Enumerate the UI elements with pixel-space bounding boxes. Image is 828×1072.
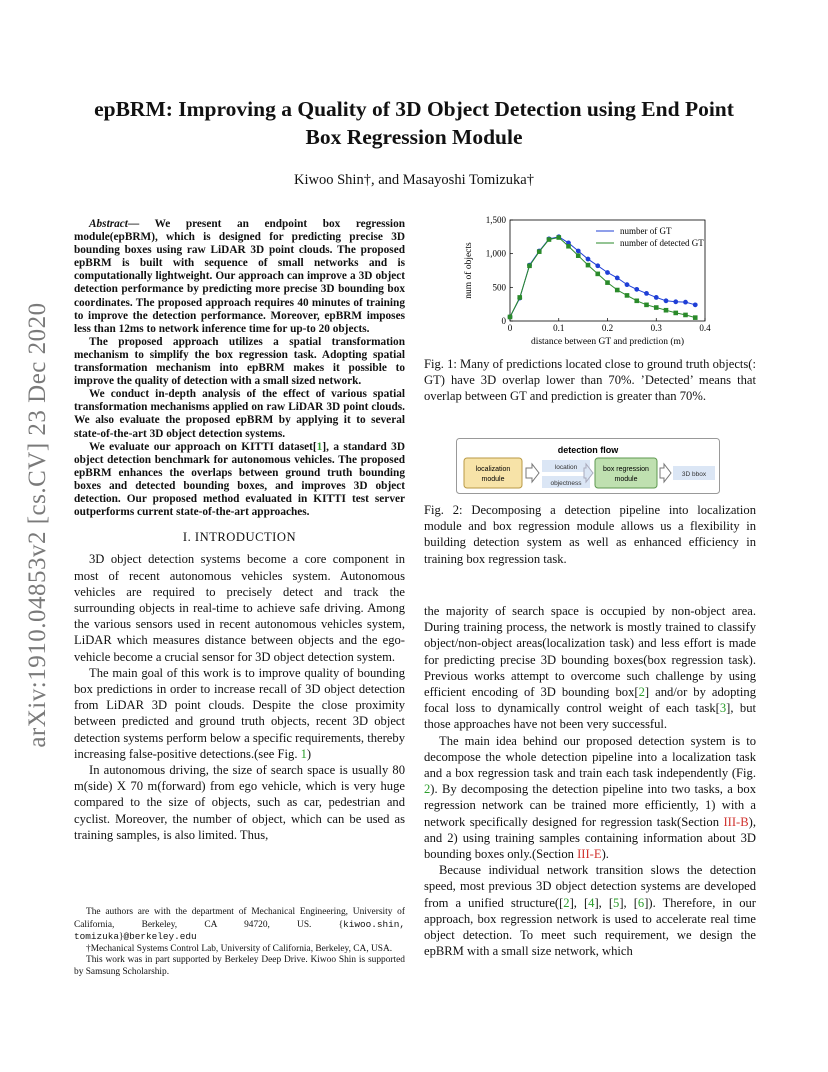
data-point [615,276,620,281]
flow-title: detection flow [557,445,619,455]
footnote-1 [74,907,405,944]
citation-link[interactable]: 2 [563,895,570,910]
right-text-2a: The main idea behind our proposed detection system is to decompose the whole detection pipeline into a localization task and a box regression task and train each task independently (Fig. [424,733,756,781]
data-point [654,295,659,300]
data-point [576,249,581,254]
data-point [517,295,522,300]
series-line-1 [510,237,695,317]
data-point [537,249,542,254]
right-text-3d: ], [ [619,895,638,910]
x-tick-label: 0.3 [650,323,662,333]
footnote-1-brace: } [119,932,124,942]
data-point [576,253,581,258]
right-text-1c: ], but those approaches have not been very successful. [424,701,756,732]
legend-label-1: number of GT [620,226,672,236]
data-point [527,263,532,268]
fig2-caption: Fig. 2: Decomposing a detection pipeline into localization module and box regression module allows us a flexibility in building detection system as well as enhanced efficiency in training box regression task. [424,503,756,566]
localization-module-label-2: module [481,476,505,483]
right-text-2c: ), and 2) using training samples containing information about 3D bounding boxes only.(Section [424,814,756,862]
abstract [74,218,405,519]
box-regression-module-box [595,458,657,488]
data-point [683,300,688,305]
data-point [566,244,571,249]
data-point [693,315,698,320]
data-point [605,270,610,275]
box-regression-label-1: box regression [603,466,649,473]
data-point [508,315,513,320]
section-link[interactable]: III-E [577,847,602,862]
intro-text-2a: The main goal of this work is to improve quality of bounding box predictions in order to increase recall of 3D object detection from LiDAR 3D point clouds. Despite the close proximity between predicted and ground truth objects, recent 3D object detection systems perform below a specific requirements, thereby increasing false-positive detections.(see Fig. [74,665,405,761]
citation-link[interactable]: 1 [316,440,323,453]
legend-label-2: number of detected GT [620,238,704,248]
data-point [634,287,639,292]
x-tick-label: 0.1 [553,323,565,333]
y-tick-label: 500 [492,282,506,293]
right-column [424,603,756,959]
y-tick-label: 0 [501,316,506,326]
data-point [586,257,591,262]
x-axis-label: distance between GT and prediction (m) [530,337,685,347]
abstract-text-1: — We present an endpoint box regression module(epBRM), which is designed for predicting precise 3D bounding boxes using raw LiDAR 3D point clouds. The proposed epBRM is built with sequence of small networks and is computationally lightweight. Our approach can improve a 3D object detection performance by predicting more precise 3D bounding box coordinates. The proposed approach requires 40 minutes of training to improve the detection performance. Moreover, epBRM imposes less than 12ms to network inference time for up-to 20 objects. [74,218,405,335]
right-paragraph-2 [424,733,756,863]
citation-link[interactable]: 4 [588,895,595,910]
intro-paragraph-2 [74,665,405,762]
citation-link[interactable]: 3 [719,701,727,716]
citation-link[interactable]: 6 [637,895,645,910]
intro-paragraph-3: In autonomous driving, the size of search space is usually 80 m(side) X 70 m(forward) from ego vehicle, which is very huge compared to the size of objects, such as car, pedestrian and cyclist. Moreover, the number of object, which can be used as training samples, is also limited. Thus, [74,763,405,842]
data-point [595,272,600,277]
footnote-1-email: kiwoo.shin, tomizuka [74,918,405,942]
abstract-paragraph-4 [74,441,405,520]
abstract-text-4a: We evaluate our approach on KITTI dataset[ [89,440,317,453]
intro-text-2b: ) [306,746,312,761]
title-line-1: epBRM: Improving a Quality of 3D Object Detection using End Point [94,97,734,121]
data-point [615,288,620,293]
right-text-3e: ]). Therefore, in our approach, box regression network is used to accelerate real time object detection. To meet such requirement, we design the epBRM with a small size network, which [424,895,757,959]
citation-link[interactable]: 5 [613,895,620,910]
footnote-3: This work was in part supported by Berkeley Deep Drive. Kiwoo Shin is supported by Samsung Scholarship. [74,955,405,977]
localization-module-label-1: localization [475,466,511,473]
box-regression-label-2: module [614,476,638,483]
footnote-2: †Mechanical Systems Control Lab, University of California, Berkeley, CA, USA. [86,943,393,954]
right-text-3a: Because individual network transition slows the detection speed, most previous 3D object detection systems are developed from a unified structure([ [424,863,756,910]
data-point [673,299,678,304]
right-text-3b: ], [ [569,895,589,910]
figure-link[interactable]: 2 [424,782,431,797]
data-point [683,313,688,318]
figure-link[interactable]: 1 [300,746,307,761]
arxiv-sidebar [18,280,58,770]
footnote-1-text: The authors are with the department of Mechanical Engineering, University of California, Berkeley, CA 94720, US. { [74,907,405,930]
right-paragraph-1 [424,603,756,733]
arxiv-identifier: arXiv:1910.04853v2 [cs.CV] 23 Dec 2020 [24,302,51,748]
y-tick-label: 1,000 [485,248,506,259]
right-text-1b: ] and/or by adopting focal loss to dynamically control weight of each task[ [424,685,756,716]
data-point [654,305,659,310]
data-point [644,291,649,296]
location-label: location [554,464,578,471]
footnote-1-domain: @berkeley.edu [123,931,197,942]
citation-link[interactable]: 2 [638,685,645,700]
title-line-2: Box Regression Module [305,125,523,149]
right-text-3c: ], [ [594,895,614,910]
section-link[interactable]: III-B [723,814,749,829]
localization-module-box [464,458,522,488]
abstract-paragraph-3: We conduct in-depth analysis of the effect of various spatial transformation mechanisms applied on raw LiDAR 3D point clouds. We also evaluate the proposed epBRM by applying it to several state-of-the-art 3D object detection systems. [74,388,405,440]
y-tick-label: 1,500 [485,215,506,225]
right-text-2b: ). By decomposing the detection pipeline into two tasks, a box regression network can be trained more efficiently, 1) with a network specifically designed for regression task(Section [424,782,756,829]
fig1-caption: Fig. 1: Many of predictions located close to ground truth objects(: GT) have 3D overlap lower than 70%. ’Detected’ means that overlap between GT and prediction is greater than 70%. [424,357,756,404]
data-point [625,293,630,298]
footnotes [74,907,405,978]
section-heading-introduction: I. INTRODUCTION [182,530,297,545]
left-column [74,218,405,843]
x-tick-label: 0.4 [699,323,711,333]
data-point [693,302,698,307]
data-point [673,311,678,316]
data-point [625,282,630,287]
right-paragraph-3 [424,862,756,959]
data-point [634,299,639,304]
abstract-paragraph-1 [74,218,405,336]
right-text-1a: the majority of search space is occupied by non-object area. During training process, the network is mostly trained to classify object/non-object areas(localization task) and less effort is made for predicting precise 3D bounding boxes(box regression task). Previous works attempt to overcome such challenge by using efficient encoding of 3D bounding box[ [424,604,756,700]
data-point [664,298,669,303]
x-tick-label: 0.2 [601,323,614,333]
data-point [605,280,610,285]
y-axis-label: num of objects [464,242,474,299]
intro-paragraph-1: 3D object detection systems become a core component in most of recent autonomous vehicles system. Autonomous vehicles are required to precisely detect and track the surrounding objects in real-time to achieve safe driving. Among the various sensors used in recent autonomous vehicles system, LiDAR which measures distance between objects and the ego-vehicle become a crucial sensor for 3D object detection system. [74,552,405,664]
abstract-label: Abstract [89,218,128,230]
objectness-label: objectness [550,480,582,487]
authors: Kiwoo Shin†, and Masayoshi Tomizuka† [294,172,534,188]
data-point [644,303,649,308]
data-point [664,308,669,313]
data-point [547,237,552,242]
x-tick-label: 0 [507,323,513,333]
paper-title [70,95,758,151]
right-text-2d: ). [601,847,609,862]
bbox-output-label: 3D bbox [681,471,707,478]
fig2-flow-diagram [456,438,720,494]
data-point [586,263,591,268]
fig1-chart [455,208,755,353]
data-point [595,263,600,268]
abstract-text-4b: ], a standard 3D object detection benchmark for autonomous vehicles. The proposed epBRM enhances the overlaps between ground truth bounding boxes and detected bounding boxes, and improves 3D object detection. Our proposed method evaluated in KITTI test server outperforms current state-of-the-art approaches. [74,440,405,519]
data-point [556,235,561,240]
abstract-paragraph-2: The proposed approach utilizes a spatial transformation mechanism to simplify the box regression task. Adopting spatial transformation mechanism into epBRM makes it possible to improve the quality of detection with a small sized network. [74,335,405,388]
